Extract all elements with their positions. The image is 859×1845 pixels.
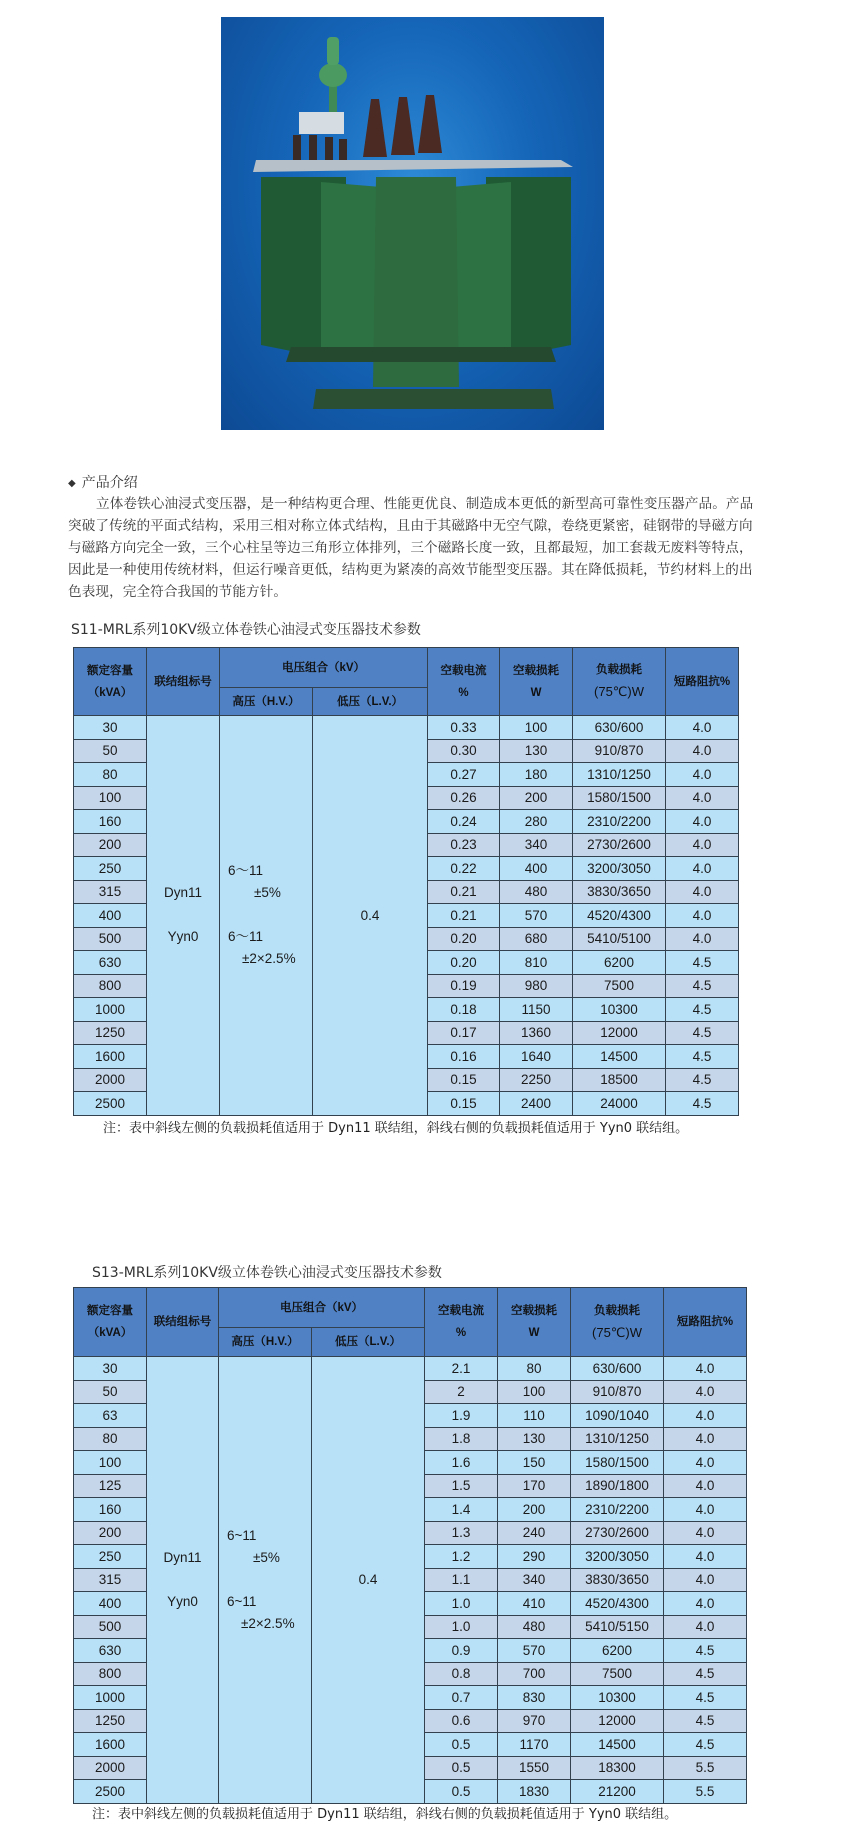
cell-impedance: 4.5 [664, 1686, 747, 1710]
cell-noload-current: 0.5 [425, 1756, 498, 1780]
cell-noload-current: 1.9 [425, 1404, 498, 1428]
breather-cup [319, 63, 347, 87]
header-noload-current: 空载电流 % [428, 648, 500, 716]
product-image [221, 17, 604, 430]
cell-noload-loss: 340 [498, 1568, 571, 1592]
cell-capacity: 1250 [74, 1021, 147, 1045]
s13-table-body [74, 1357, 747, 1804]
cell-impedance: 4.5 [666, 998, 739, 1022]
cell-load-loss: 1580/1500 [571, 1451, 664, 1475]
cell-capacity: 80 [74, 763, 147, 787]
header-hv: 高压（H.V.） [220, 688, 313, 716]
cell-capacity: 100 [74, 786, 147, 810]
header-load-loss: 负载损耗 (75℃)W [573, 648, 666, 716]
cell-load-loss: 2310/2200 [571, 1498, 664, 1522]
cell-capacity: 315 [74, 880, 147, 904]
table-row [74, 1357, 747, 1381]
cell-capacity: 500 [74, 1615, 147, 1639]
cell-hv-voltage [220, 716, 313, 1116]
spacer [228, 904, 312, 926]
cell-noload-current: 0.18 [428, 998, 500, 1022]
cell-noload-loss: 170 [498, 1474, 571, 1498]
cell-noload-loss: 150 [498, 1451, 571, 1475]
cell-capacity: 1250 [74, 1709, 147, 1733]
cell-noload-loss: 570 [500, 904, 573, 928]
cell-noload-loss: 340 [500, 833, 573, 857]
cell-noload-loss: 180 [500, 763, 573, 787]
cell-impedance: 4.5 [666, 1092, 739, 1116]
cell-noload-current: 0.15 [428, 1092, 500, 1116]
cell-noload-current: 1.0 [425, 1592, 498, 1616]
cell-impedance: 4.5 [664, 1733, 747, 1757]
cell-impedance: 4.0 [664, 1427, 747, 1451]
cell-capacity: 500 [74, 927, 147, 951]
cell-capacity: 63 [74, 1404, 147, 1428]
connection-label: Dyn11 [163, 1549, 202, 1565]
cell-load-loss: 1890/1800 [571, 1474, 664, 1498]
connection-label: Dyn11 [163, 885, 203, 901]
cell-impedance: 4.0 [666, 763, 739, 787]
cell-noload-current: 0.7 [425, 1686, 498, 1710]
cell-noload-current: 0.8 [425, 1662, 498, 1686]
hv-value: ±5% [254, 885, 281, 901]
cell-load-loss: 630/600 [573, 716, 666, 740]
cell-noload-current: 0.5 [425, 1780, 498, 1804]
cell-noload-loss: 410 [498, 1592, 571, 1616]
top-cover [253, 160, 573, 172]
cell-load-loss: 3830/3650 [573, 880, 666, 904]
cell-impedance: 4.5 [666, 1068, 739, 1092]
cell-capacity: 1000 [74, 1686, 147, 1710]
cell-noload-loss: 80 [498, 1357, 571, 1381]
cell-capacity: 160 [74, 810, 147, 834]
cell-capacity: 250 [74, 1545, 147, 1569]
cell-impedance: 4.0 [666, 833, 739, 857]
cell-impedance: 4.0 [664, 1474, 747, 1498]
cell-noload-current: 0.15 [428, 1068, 500, 1092]
left-panel [321, 182, 381, 362]
connection-label: Yyn0 [167, 929, 199, 945]
cell-impedance: 4.0 [664, 1451, 747, 1475]
connection-label: Yyn0 [167, 1593, 198, 1609]
cell-noload-current: 0.5 [425, 1733, 498, 1757]
cell-noload-loss: 680 [500, 927, 573, 951]
cell-capacity: 400 [74, 1592, 147, 1616]
cell-noload-current: 1.0 [425, 1615, 498, 1639]
cell-load-loss: 21200 [571, 1780, 664, 1804]
cell-capacity: 2500 [74, 1092, 147, 1116]
cell-noload-current: 1.5 [425, 1474, 498, 1498]
cell-noload-current: 0.27 [428, 763, 500, 787]
cell-impedance: 4.0 [664, 1521, 747, 1545]
cell-noload-current: 0.33 [428, 716, 500, 740]
hv-value: 6～11 [228, 929, 264, 945]
cell-noload-current: 0.17 [428, 1021, 500, 1045]
cell-impedance: 5.5 [664, 1756, 747, 1780]
cell-load-loss: 1580/1500 [573, 786, 666, 810]
cell-noload-loss: 480 [498, 1615, 571, 1639]
cell-impedance: 4.0 [666, 880, 739, 904]
cell-noload-loss: 2400 [500, 1092, 573, 1116]
cell-capacity: 200 [74, 833, 147, 857]
cell-load-loss: 12000 [571, 1709, 664, 1733]
hv-value: 6～11 [228, 863, 264, 879]
cell-connection-group [147, 1357, 219, 1804]
cell-capacity: 400 [74, 904, 147, 928]
cell-noload-current: 0.20 [428, 951, 500, 975]
transformer-illustration [221, 17, 604, 430]
cell-noload-current: 2.1 [425, 1357, 498, 1381]
header-impedance: 短路阻抗% [666, 648, 739, 716]
cell-impedance: 4.0 [666, 739, 739, 763]
cell-impedance: 4.0 [664, 1545, 747, 1569]
cell-capacity: 630 [74, 951, 147, 975]
cell-capacity: 125 [74, 1474, 147, 1498]
cell-noload-loss: 280 [500, 810, 573, 834]
hv-value: ±2×2.5% [241, 1615, 295, 1631]
cell-noload-current: 0.30 [428, 739, 500, 763]
cell-load-loss: 1310/1250 [571, 1427, 664, 1451]
cell-capacity: 200 [74, 1521, 147, 1545]
cell-noload-current: 0.26 [428, 786, 500, 810]
cell-load-loss: 14500 [571, 1733, 664, 1757]
header-connection: 联结组标号 [147, 1288, 219, 1357]
cell-load-loss: 5410/5100 [573, 927, 666, 951]
s13-table-note: 注：表中斜线左侧的负载损耗值适用于 Dyn11 联结组，斜线右侧的负载损耗值适用于 Yyn0 联结组。 [92, 1807, 678, 1822]
cell-load-loss: 10300 [571, 1686, 664, 1710]
cell-noload-loss: 570 [498, 1639, 571, 1663]
cell-load-loss: 2310/2200 [573, 810, 666, 834]
diamond-bullet-icon: ◆ [68, 478, 76, 489]
cell-noload-current: 1.6 [425, 1451, 498, 1475]
header-voltage: 电压组合（kV） [220, 648, 428, 688]
cell-capacity: 50 [74, 739, 147, 763]
cell-impedance: 4.0 [664, 1498, 747, 1522]
cell-impedance: 5.5 [664, 1780, 747, 1804]
breather-top [327, 37, 339, 65]
cell-load-loss: 6200 [571, 1639, 664, 1663]
cell-noload-current: 0.21 [428, 904, 500, 928]
hv-value: ±5% [253, 1549, 280, 1565]
cell-noload-loss: 2250 [500, 1068, 573, 1092]
cell-noload-loss: 200 [498, 1498, 571, 1522]
lv-bushings [293, 112, 347, 160]
cell-load-loss: 3200/3050 [571, 1545, 664, 1569]
cell-capacity: 250 [74, 857, 147, 881]
cell-load-loss: 18500 [573, 1068, 666, 1092]
cell-load-loss: 2730/2600 [571, 1521, 664, 1545]
cell-capacity: 1000 [74, 998, 147, 1022]
intro-heading-text: 产品介绍 [81, 475, 138, 491]
cell-impedance: 4.0 [666, 904, 739, 928]
cell-noload-current: 0.9 [425, 1639, 498, 1663]
cell-noload-current: 0.21 [428, 880, 500, 904]
intro-heading [68, 473, 138, 495]
cell-noload-loss: 400 [500, 857, 573, 881]
cell-capacity: 315 [74, 1568, 147, 1592]
cell-load-loss: 3200/3050 [573, 857, 666, 881]
cell-noload-loss: 200 [500, 786, 573, 810]
cell-noload-loss: 1640 [500, 1045, 573, 1069]
cell-capacity: 30 [74, 716, 147, 740]
header-lv: 低压（L.V.） [313, 688, 428, 716]
cell-noload-current: 1.1 [425, 1568, 498, 1592]
cell-hv-voltage [219, 1357, 312, 1804]
cell-impedance: 4.0 [666, 786, 739, 810]
cell-load-loss: 910/870 [573, 739, 666, 763]
cell-load-loss: 1090/1040 [571, 1404, 664, 1428]
cell-impedance: 4.0 [664, 1357, 747, 1381]
cell-noload-loss: 700 [498, 1662, 571, 1686]
cell-impedance: 4.0 [664, 1404, 747, 1428]
intro-paragraph: 立体卷铁心油浸式变压器，是一种结构更合理、性能更优良、制造成本更低的新型高可靠性变压器产品。产品突破了传统的平面式结构，采用三相对称立体式结构，且由于其磁路中无空气隙，卷绕更紧密，硅钢带的导磁方向与磁路方向完全一致，三个心柱呈等边三角形立体排列，三个磁路长度一致，且都最短，加工套裁无废料等特点，因此是一种使用传统材料，但运行噪音更低，结构更为紧凑的高效节能型变压器。其在降低损耗，节约材料上的出色表现，完全符合我国的节能方针。 [68, 496, 754, 600]
table-row [74, 716, 739, 740]
cell-noload-current: 1.2 [425, 1545, 498, 1569]
cell-noload-loss: 980 [500, 974, 573, 998]
cell-noload-loss: 130 [498, 1427, 571, 1451]
cell-load-loss: 6200 [573, 951, 666, 975]
cell-impedance: 4.5 [666, 1021, 739, 1045]
cell-noload-current: 0.16 [428, 1045, 500, 1069]
cell-impedance: 4.0 [664, 1568, 747, 1592]
cell-noload-loss: 1170 [498, 1733, 571, 1757]
base-rail-front [313, 389, 554, 409]
cell-noload-loss: 110 [498, 1404, 571, 1428]
cell-capacity: 1600 [74, 1045, 147, 1069]
header-hv: 高压（H.V.） [219, 1328, 312, 1357]
cell-impedance: 4.0 [666, 927, 739, 951]
header-load-loss: 负载损耗 (75℃)W [571, 1288, 664, 1357]
cell-capacity: 2000 [74, 1756, 147, 1780]
cell-capacity: 100 [74, 1451, 147, 1475]
cell-capacity: 160 [74, 1498, 147, 1522]
cell-load-loss: 1310/1250 [573, 763, 666, 787]
cell-noload-current: 1.8 [425, 1427, 498, 1451]
hv-value: ±2×2.5% [242, 951, 296, 967]
cell-load-loss: 4520/4300 [571, 1592, 664, 1616]
s11-table-body [74, 716, 739, 1116]
cell-lv-voltage: 0.4 [312, 1357, 425, 1804]
cell-impedance: 4.0 [664, 1380, 747, 1404]
cell-load-loss: 24000 [573, 1092, 666, 1116]
header-noload-loss: 空载损耗 W [498, 1288, 571, 1357]
cell-capacity: 80 [74, 1427, 147, 1451]
cell-noload-loss: 100 [500, 716, 573, 740]
header-capacity: 额定容量 （kVA） [74, 648, 147, 716]
cell-load-loss: 910/870 [571, 1380, 664, 1404]
cell-noload-loss: 1150 [500, 998, 573, 1022]
cell-noload-loss: 130 [500, 739, 573, 763]
cell-load-loss: 3830/3650 [571, 1568, 664, 1592]
cell-load-loss: 14500 [573, 1045, 666, 1069]
s13-table-title: S13-MRL系列10KV级立体卷铁心油浸式变压器技术参数 [92, 1265, 442, 1281]
cell-capacity: 1600 [74, 1733, 147, 1757]
header-capacity: 额定容量 （kVA） [74, 1288, 147, 1357]
cell-noload-current: 0.19 [428, 974, 500, 998]
spacer [227, 1569, 311, 1591]
cell-noload-loss: 480 [500, 880, 573, 904]
cell-capacity: 50 [74, 1380, 147, 1404]
cell-capacity: 630 [74, 1639, 147, 1663]
cell-noload-loss: 970 [498, 1709, 571, 1733]
header-lv: 低压（L.V.） [312, 1328, 425, 1357]
cell-noload-loss: 830 [498, 1686, 571, 1710]
cell-noload-loss: 1830 [498, 1780, 571, 1804]
s11-table-note: 注：表中斜线左侧的负载损耗值适用于 Dyn11 联结组，斜线右侧的负载损耗值适用于 Yyn0 联结组。 [103, 1121, 689, 1136]
cell-impedance: 4.0 [666, 716, 739, 740]
header-noload-loss: 空载损耗 W [500, 648, 573, 716]
cell-impedance: 4.0 [664, 1592, 747, 1616]
cell-noload-loss: 810 [500, 951, 573, 975]
cell-noload-loss: 1360 [500, 1021, 573, 1045]
cell-load-loss: 5410/5150 [571, 1615, 664, 1639]
cell-capacity: 2000 [74, 1068, 147, 1092]
cell-impedance: 4.5 [666, 951, 739, 975]
cell-impedance: 4.5 [664, 1662, 747, 1686]
header-connection: 联结组标号 [147, 648, 220, 716]
cell-noload-current: 0.24 [428, 810, 500, 834]
cell-load-loss: 18300 [571, 1756, 664, 1780]
cell-impedance: 4.5 [666, 974, 739, 998]
cell-impedance: 4.0 [666, 810, 739, 834]
cell-impedance: 4.0 [666, 857, 739, 881]
cell-load-loss: 2730/2600 [573, 833, 666, 857]
cell-impedance: 4.5 [666, 1045, 739, 1069]
cell-noload-current: 1.4 [425, 1498, 498, 1522]
base-rail-back [286, 347, 556, 362]
cell-capacity: 2500 [74, 1780, 147, 1804]
cell-impedance: 4.5 [664, 1709, 747, 1733]
hv-value: 6~11 [227, 1593, 257, 1609]
cell-noload-current: 2 [425, 1380, 498, 1404]
cell-load-loss: 7500 [573, 974, 666, 998]
cell-noload-current: 0.22 [428, 857, 500, 881]
s11-spec-table [73, 647, 739, 1116]
cell-load-loss: 12000 [573, 1021, 666, 1045]
cell-capacity: 800 [74, 1662, 147, 1686]
header-noload-current: 空载电流 % [425, 1288, 498, 1357]
cell-lv-voltage: 0.4 [313, 716, 428, 1116]
right-panel [451, 182, 511, 362]
header-impedance: 短路阻抗% [664, 1288, 747, 1357]
cell-load-loss: 4520/4300 [573, 904, 666, 928]
cell-noload-loss: 100 [498, 1380, 571, 1404]
cell-noload-loss: 1550 [498, 1756, 571, 1780]
cell-noload-loss: 290 [498, 1545, 571, 1569]
cell-capacity: 800 [74, 974, 147, 998]
s11-table-title: S11-MRL系列10KV级立体卷铁心油浸式变压器技术参数 [71, 622, 421, 638]
cell-noload-current: 0.23 [428, 833, 500, 857]
cell-load-loss: 10300 [573, 998, 666, 1022]
cell-load-loss: 630/600 [571, 1357, 664, 1381]
cell-impedance: 4.5 [664, 1639, 747, 1663]
hv-bushings [363, 95, 442, 157]
cell-noload-current: 1.3 [425, 1521, 498, 1545]
cell-capacity: 30 [74, 1357, 147, 1381]
cell-load-loss: 7500 [571, 1662, 664, 1686]
cell-noload-loss: 240 [498, 1521, 571, 1545]
hv-value: 6~11 [227, 1527, 257, 1543]
header-voltage: 电压组合（kV） [219, 1288, 425, 1328]
cell-impedance: 4.0 [664, 1615, 747, 1639]
cell-connection-group [147, 716, 220, 1116]
s13-spec-table [73, 1287, 747, 1804]
cell-noload-current: 0.6 [425, 1709, 498, 1733]
cell-noload-current: 0.20 [428, 927, 500, 951]
